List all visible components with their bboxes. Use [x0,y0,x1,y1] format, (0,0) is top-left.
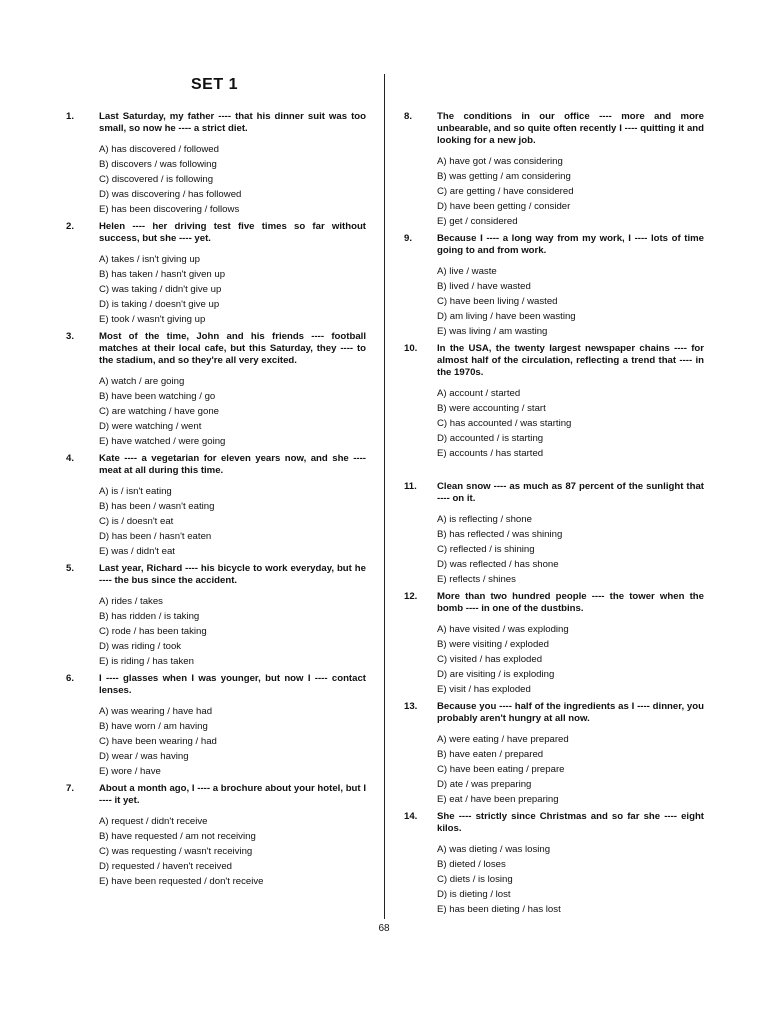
question-3 [66,331,366,449]
question-12 [404,591,704,697]
option-c[interactable]: C) was requesting / wasn't receiving [99,846,253,857]
question-number: 7. [66,783,75,794]
options-list [404,154,704,229]
option-d[interactable]: D) have been getting / consider [437,201,571,212]
question-text: Last year, Richard ---- his bicycle to work everyday, but he ---- the bus since the accident. [99,563,366,586]
option-d[interactable]: D) are visiting / is exploding [437,669,555,680]
option-b[interactable]: B) were accounting / start [437,403,546,414]
option-a[interactable]: A) was dieting / was losing [437,844,551,855]
question-10 [404,343,704,461]
option-a[interactable]: A) was wearing / have had [99,706,213,717]
option-d[interactable]: D) is dieting / lost [437,889,511,900]
options-list [404,842,704,917]
question-number: 12. [404,591,418,602]
option-b[interactable]: B) was getting / am considering [437,171,571,182]
options-list [66,484,366,559]
option-b[interactable]: B) were visiting / exploded [437,639,549,650]
page-title: SET 1 [191,76,238,93]
option-b[interactable]: B) lived / have wasted [437,281,531,292]
question-text: Kate ---- a vegetarian for eleven years now, and she ---- meat at all during this time. [99,453,366,476]
question-text: Helen ---- her driving test five times so far without success, but she ---- yet. [99,221,366,244]
option-e[interactable]: E) took / wasn't giving up [99,314,206,325]
option-b[interactable]: B) have eaten / prepared [437,749,544,760]
option-a[interactable]: A) has discovered / followed [99,144,219,155]
option-e[interactable]: E) has been discovering / follows [99,204,240,215]
question-text: She ---- strictly since Christmas and so far she ---- eight kilos. [437,811,704,834]
question-number: 8. [404,111,413,122]
option-d[interactable]: D) ate / was preparing [437,779,532,790]
option-e[interactable]: E) was living / am wasting [437,326,548,337]
question-7 [66,783,366,889]
options-list [66,252,366,327]
option-a[interactable]: A) is / isn't eating [99,486,172,497]
question-text: More than two hundred people ---- the tower when the bomb ---- in one of the dustbins. [437,591,704,614]
left-column [66,111,366,889]
question-number: 2. [66,221,75,232]
option-a[interactable]: A) request / didn't receive [99,816,208,827]
question-text: Last Saturday, my father ---- that his dinner suit was too small, so now he ---- a strict diet. [99,111,366,134]
options-list [66,594,366,669]
option-a[interactable]: A) have visited / was exploding [437,624,569,635]
option-c[interactable]: C) has accounted / was starting [437,418,572,429]
option-c[interactable]: C) diets / is losing [437,874,513,885]
option-e[interactable]: E) was / didn't eat [99,546,175,557]
option-d[interactable]: D) accounted / is starting [437,433,544,444]
question-number: 5. [66,563,75,574]
question-number: 14. [404,811,418,822]
question-1 [66,111,366,217]
option-b[interactable]: B) have worn / am having [99,721,208,732]
option-e[interactable]: E) wore / have [99,766,161,777]
question-number: 11. [404,481,417,492]
option-a[interactable]: A) is reflecting / shone [437,514,532,525]
option-b[interactable]: B) have been watching / go [99,391,216,402]
options-list [404,386,704,461]
question-text: The conditions in our office ---- more and more unbearable, and so quite often recently I ---- quitting it and looking for a new job. [437,111,704,146]
question-number: 6. [66,673,75,684]
option-a[interactable]: A) have got / was considering [437,156,563,167]
option-a[interactable]: A) were eating / have prepared [437,734,569,745]
question-number: 13. [404,701,418,712]
option-c[interactable]: C) have been living / wasted [437,296,558,307]
option-c[interactable]: C) are getting / have considered [437,186,574,197]
option-b[interactable]: B) has reflected / was shining [437,529,563,540]
column-divider [384,74,385,919]
question-number: 3. [66,331,75,342]
option-e[interactable]: E) have watched / were going [99,436,226,447]
question-13 [404,701,704,807]
option-a[interactable]: A) rides / takes [99,596,163,607]
question-text: Most of the time, John and his friends ---- football matches at their local cafe, but this Saturday, they ---- to the stadium, and so they're all very excited. [99,331,366,366]
option-c[interactable]: C) is / doesn't eat [99,516,174,527]
question-number: 10. [404,343,418,354]
page-number: 68 [378,923,390,934]
option-e[interactable]: E) have been requested / don't receive [99,876,264,887]
question-6 [66,673,366,779]
option-d[interactable]: D) is taking / doesn't give up [99,299,220,310]
question-2 [66,221,366,327]
question-text: Because you ---- half of the ingredients as I ---- dinner, you probably aren't hungry at all now. [437,701,704,724]
option-e[interactable]: E) is riding / has taken [99,656,194,667]
question-text: About a month ago, I ---- a brochure about your hotel, but I ---- it yet. [99,783,366,806]
option-e[interactable]: E) visit / has exploded [437,684,531,695]
right-column [404,111,704,917]
question-text: I ---- glasses when I was younger, but now I ---- contact lenses. [99,673,366,696]
option-d[interactable]: D) were watching / went [99,421,202,432]
option-d[interactable]: D) requested / haven't received [99,861,233,872]
option-c[interactable]: C) have been wearing / had [99,736,217,747]
option-e[interactable]: E) reflects / shines [437,574,516,585]
options-list [66,374,366,449]
option-a[interactable]: A) takes / isn't giving up [99,254,201,265]
question-number: 4. [66,453,75,464]
option-b[interactable]: B) have requested / am not receiving [99,831,256,842]
option-b[interactable]: B) has been / wasn't eating [99,501,215,512]
options-list [66,704,366,779]
option-c[interactable]: C) are watching / have gone [99,406,219,417]
question-text: In the USA, the twenty largest newspaper chains ---- for almost half of the circulation, reflecting a trend that ---- in the 1970s. [437,343,704,378]
option-d[interactable]: D) was reflected / has shone [437,559,559,570]
option-c[interactable]: C) rode / has been taking [99,626,207,637]
option-e[interactable]: E) accounts / has started [437,448,544,459]
question-text: Clean snow ---- as much as 87 percent of the sunlight that ---- on it. [437,481,704,504]
option-c[interactable]: C) discovered / is following [99,174,214,185]
option-c[interactable]: C) have been eating / prepare [437,764,565,775]
option-a[interactable]: A) account / started [437,388,521,399]
option-b[interactable]: B) dieted / loses [437,859,506,870]
question-4 [66,453,366,559]
option-e[interactable]: E) eat / have been preparing [437,794,559,805]
options-list [404,732,704,807]
option-d[interactable]: D) wear / was having [99,751,189,762]
option-d[interactable]: D) was riding / took [99,641,182,652]
option-a[interactable]: A) live / waste [437,266,497,277]
question-5 [66,563,366,669]
option-c[interactable]: C) reflected / is shining [437,544,535,555]
option-d[interactable]: D) am living / have been wasting [437,311,576,322]
option-b[interactable]: B) has taken / hasn't given up [99,269,226,280]
option-c[interactable]: C) visited / has exploded [437,654,543,665]
option-c[interactable]: C) was taking / didn't give up [99,284,222,295]
options-list [404,622,704,697]
question-11 [404,481,704,587]
options-list [66,814,366,889]
question-9 [404,233,704,339]
option-e[interactable]: E) has been dieting / has lost [437,904,561,915]
options-list [404,264,704,339]
question-number: 9. [404,233,413,244]
options-list [66,142,366,217]
option-d[interactable]: D) was discovering / has followed [99,189,242,200]
question-14 [404,811,704,917]
option-b[interactable]: B) has ridden / is taking [99,611,200,622]
question-text: Because I ---- a long way from my work, I ---- lots of time going to and from work. [437,233,704,256]
options-list [404,512,704,587]
question-8 [404,111,704,229]
question-number: 1. [66,111,75,122]
option-b[interactable]: B) discovers / was following [99,159,217,170]
option-a[interactable]: A) watch / are going [99,376,185,387]
option-e[interactable]: E) get / considered [437,216,518,227]
option-d[interactable]: D) has been / hasn't eaten [99,531,212,542]
